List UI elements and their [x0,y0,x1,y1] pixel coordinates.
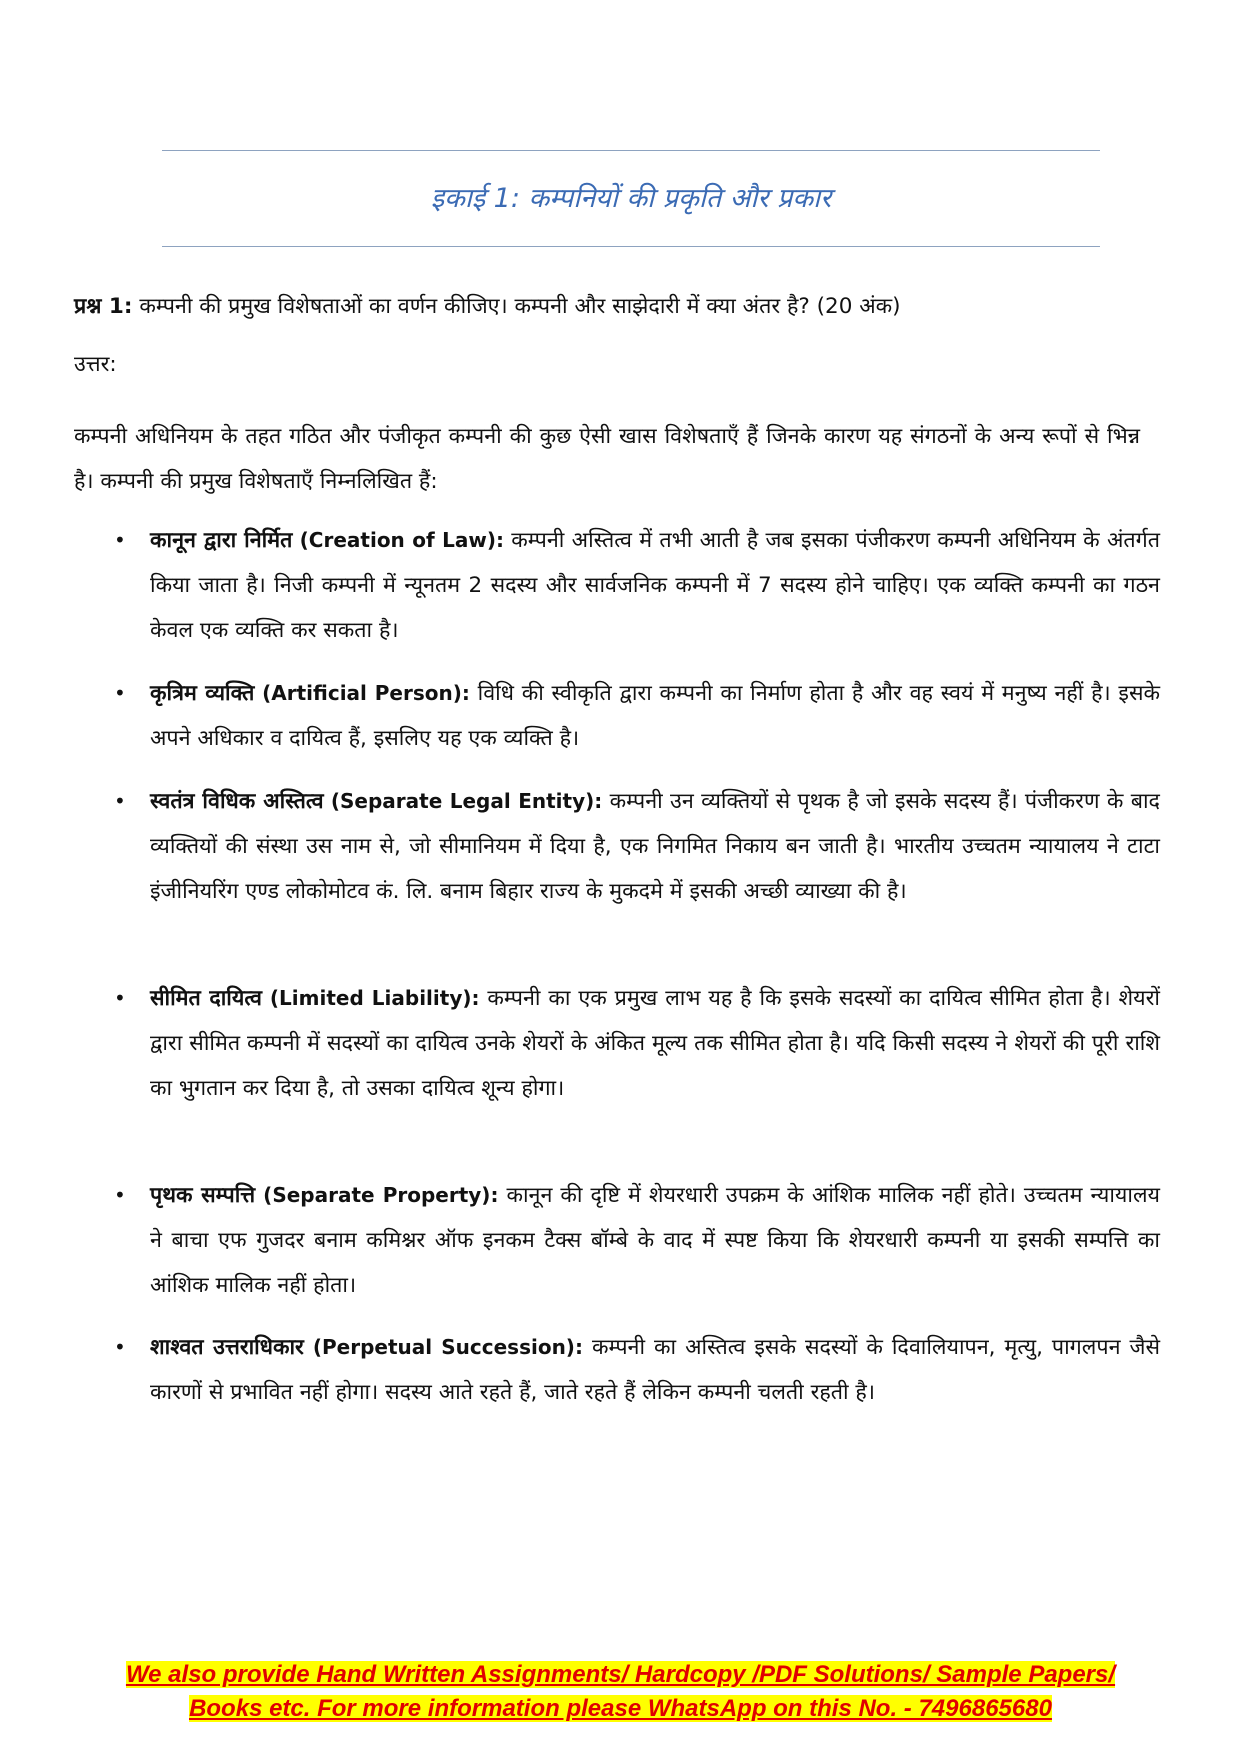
promo-footer [0,1658,1241,1726]
list-item [114,779,1160,914]
feature-text: कम्पनी का अस्तित्व इसके सदस्यों के दिवालियापन, मृत्यु, पागलपन जैसे कारणों से प्रभावित नहीं होगा। सदस्य आते रहते हैं, जाते रहते हैं लेकिन कम्पनी चलती रहती है। [150,1335,1160,1405]
answer-label: उत्तर: [74,352,117,377]
feature-english: (Separate Legal Entity): [330,789,603,813]
feature-english: (Perpetual Succession): [312,1335,583,1359]
promo-line-2: Books etc. For more information please WhatsApp on this No. - 7496865680 [189,1695,1052,1722]
feature-english: (Separate Property): [263,1183,499,1207]
question [74,290,1160,324]
feature-term: कृत्रिम व्यक्ति [150,681,255,706]
list-item [114,671,1161,761]
header-rule-top [162,150,1100,151]
list-item [114,1325,1160,1415]
feature-text: कम्पनी का एक प्रमुख लाभ यह है कि इसके सदस्यों का दायित्व सीमित होता है। शेयरों द्वारा सीमित कम्पनी में सदस्यों का दायित्व उनके शेयरों के अंकित मूल्य तक सीमित होता है। यदि किसी सदस्य ने शेयरों की पूरी राशि का भुगतान कर दिया है, तो उसका दायित्व शून्य होगा। [150,986,1160,1101]
bullet-icon: • [114,1335,126,1359]
bullet-icon: • [114,1183,126,1207]
feature-term: सीमित दायित्व [150,986,262,1011]
question-text: कम्पनी की प्रमुख विशेषताओं का वर्णन कीजिए। कम्पनी और साझेदारी में क्या अंतर है? (20 अंक) [139,294,901,319]
unit-title: इकाई 1: कम्पनियों की प्रकृति और प्रकार [430,183,832,214]
question-label: प्रश्न 1: [74,294,133,319]
feature-text: विधि की स्वीकृति द्वारा कम्पनी का निर्माण होता है और वह स्वयं में मनुष्य नहीं है। इसके अपने अधिकार व दायित्व हैं, इसलिए यह एक व्यक्ति है। [150,681,1161,751]
list-item [114,518,1160,653]
list-item [114,976,1160,1111]
feature-term: कानून द्वारा निर्मित [150,528,293,553]
list-item [114,1173,1161,1308]
bullet-icon: • [114,528,126,552]
feature-english: (Limited Liability): [269,986,480,1010]
bullet-icon: • [114,681,126,705]
header-rule-bottom [162,246,1100,247]
bullet-icon: • [114,789,126,813]
feature-english: (Artificial Person): [262,681,470,705]
feature-term: शाश्वत उत्तराधिकार [150,1335,304,1360]
feature-english: (Creation of Law): [299,528,504,552]
feature-text: कानून की दृष्टि में शेयरधारी उपक्रम के आंशिक मालिक नहीं होते। उच्चतम न्यायालय ने बाचा एफ गुजदर बनाम कमिश्नर ऑफ इनकम टैक्स बॉम्बे के वाद में स्पष्ट किया कि शेयरधारी कम्पनी या इसकी सम्पत्ति का आंशिक मालिक नहीं होता। [150,1183,1161,1298]
feature-term: स्वतंत्र विधिक अस्तित्व [150,789,324,814]
feature-term: पृथक सम्पत्ति [150,1183,256,1208]
bullet-icon: • [114,986,126,1010]
answer-intro: कम्पनी अधिनियम के तहत गठित और पंजीकृत कम्पनी की कुछ ऐसी खास विशेषताएँ हैं जिनके कारण यह संगठनों के अन्य रूपों से भिन्न है। कम्पनी की प्रमुख विशेषताएँ निम्नलिखित हैं: [74,424,1140,494]
feature-text: कम्पनी अस्तित्व में तभी आती है जब इसका पंजीकरण कम्पनी अधिनियम के अंतर्गत किया जाता है। निजी कम्पनी में न्यूनतम 2 सदस्य और सार्वजनिक कम्पनी में 7 सदस्य होने चाहिए। एक व्यक्ति कम्पनी का गठन केवल एक व्यक्ति कर सकता है। [150,528,1160,643]
feature-text: कम्पनी उन व्यक्तियों से पृथक है जो इसके सदस्य हैं। पंजीकरण के बाद व्यक्तियों की संस्था उस नाम से, जो सीमानियम में दिया है, एक निगमित निकाय बन जाती है। भारतीय उच्चतम न्यायालय ने टाटा इंजीनियरिंग एण्ड लोकोमोटव कं. लि. बनाम बिहार राज्य के मुकदमे में इसकी अच्छी व्याख्या की है। [150,789,1160,904]
promo-line-1: We also provide Hand Written Assignments/ Hardcopy /PDF Solutions/ Sample Papers/ [125,1661,1116,1688]
